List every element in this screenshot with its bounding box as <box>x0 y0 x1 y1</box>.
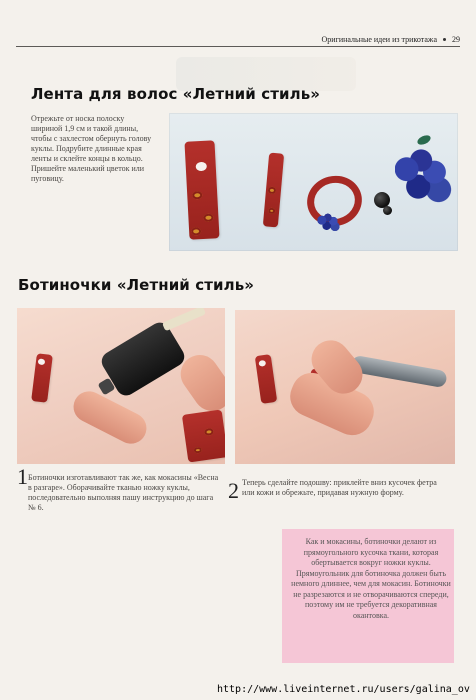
sock-strip-small <box>263 152 284 227</box>
white-flower-icon <box>38 358 46 365</box>
black-button-icon <box>383 206 392 215</box>
step-two-text: Теперь сделайте подошву: приклейте вниз кусочек фетра или кожи и обрежьте, придавая нужную форму. <box>242 478 437 497</box>
doll-leg-red <box>31 353 53 403</box>
leaf-icon <box>416 133 432 146</box>
orange-flower-icon <box>268 187 277 195</box>
note-box <box>282 529 454 663</box>
note-text: Как и мокасины, ботиночки делают из прямоугольного кусочка ткани, которая обертывается вокруг ножки куклы. Прямоугольник для ботиночка должен быть немного длиннее, чем для мокасин. Ботиночки не разрезаются и не отворачиваются спереди, поэтому им не требуется декоративная окантовка. <box>291 537 451 620</box>
boots-title: Ботиночки «Летний стиль» <box>18 276 255 294</box>
step-one-number: 1 <box>17 464 28 489</box>
orange-flower-icon <box>194 447 203 454</box>
white-flower-icon <box>258 360 266 367</box>
sock-on-table <box>182 409 225 462</box>
step-one-photo <box>17 308 225 464</box>
header-section-title: Оригинальные идеи из трикотажа <box>321 35 437 44</box>
source-url: http://www.liveinternet.ru/users/galina_ov <box>217 684 470 695</box>
header-dot-icon <box>443 38 446 41</box>
glue-stick-icon <box>162 308 206 331</box>
orange-flower-icon <box>191 227 201 236</box>
hand-left-icon <box>68 386 152 449</box>
doll-leg-red <box>255 354 278 404</box>
ribbon-instructions: Отрежьте от носка полоску шириной 1,9 см и такой длины, чтобы с захлестом обернуть голову куклы. Подрубите длинные края ленты и склейте концы в кольцо. Пришейте маленький цветок или пуговицу. <box>31 114 152 183</box>
large-blue-flower-icon <box>395 146 453 204</box>
white-flower-icon <box>196 162 207 172</box>
page-number: 29 <box>452 35 460 44</box>
orange-flower-icon <box>268 208 275 215</box>
header-text <box>322 35 460 44</box>
ribbon-photo <box>169 113 458 251</box>
scissors-icon <box>350 355 447 388</box>
step-one-text: Ботиночки изготавливают так же, как мокасины «Весна в разгаре». Оборачивайте тканью ножку куклы, последовательно выполняя пашу инструкцию до шага № 6. <box>28 473 219 512</box>
orange-flower-icon <box>204 428 214 436</box>
orange-flower-icon <box>203 213 213 222</box>
ribbon-title: Лента для волос «Летний стиль» <box>31 85 321 103</box>
header-rule <box>16 46 460 47</box>
step-two-number: 2 <box>228 478 239 503</box>
small-blue-flower-icon <box>317 213 341 231</box>
sock-strip-large <box>184 140 219 239</box>
step-two-photo <box>235 310 455 464</box>
orange-flower-icon <box>192 191 202 200</box>
